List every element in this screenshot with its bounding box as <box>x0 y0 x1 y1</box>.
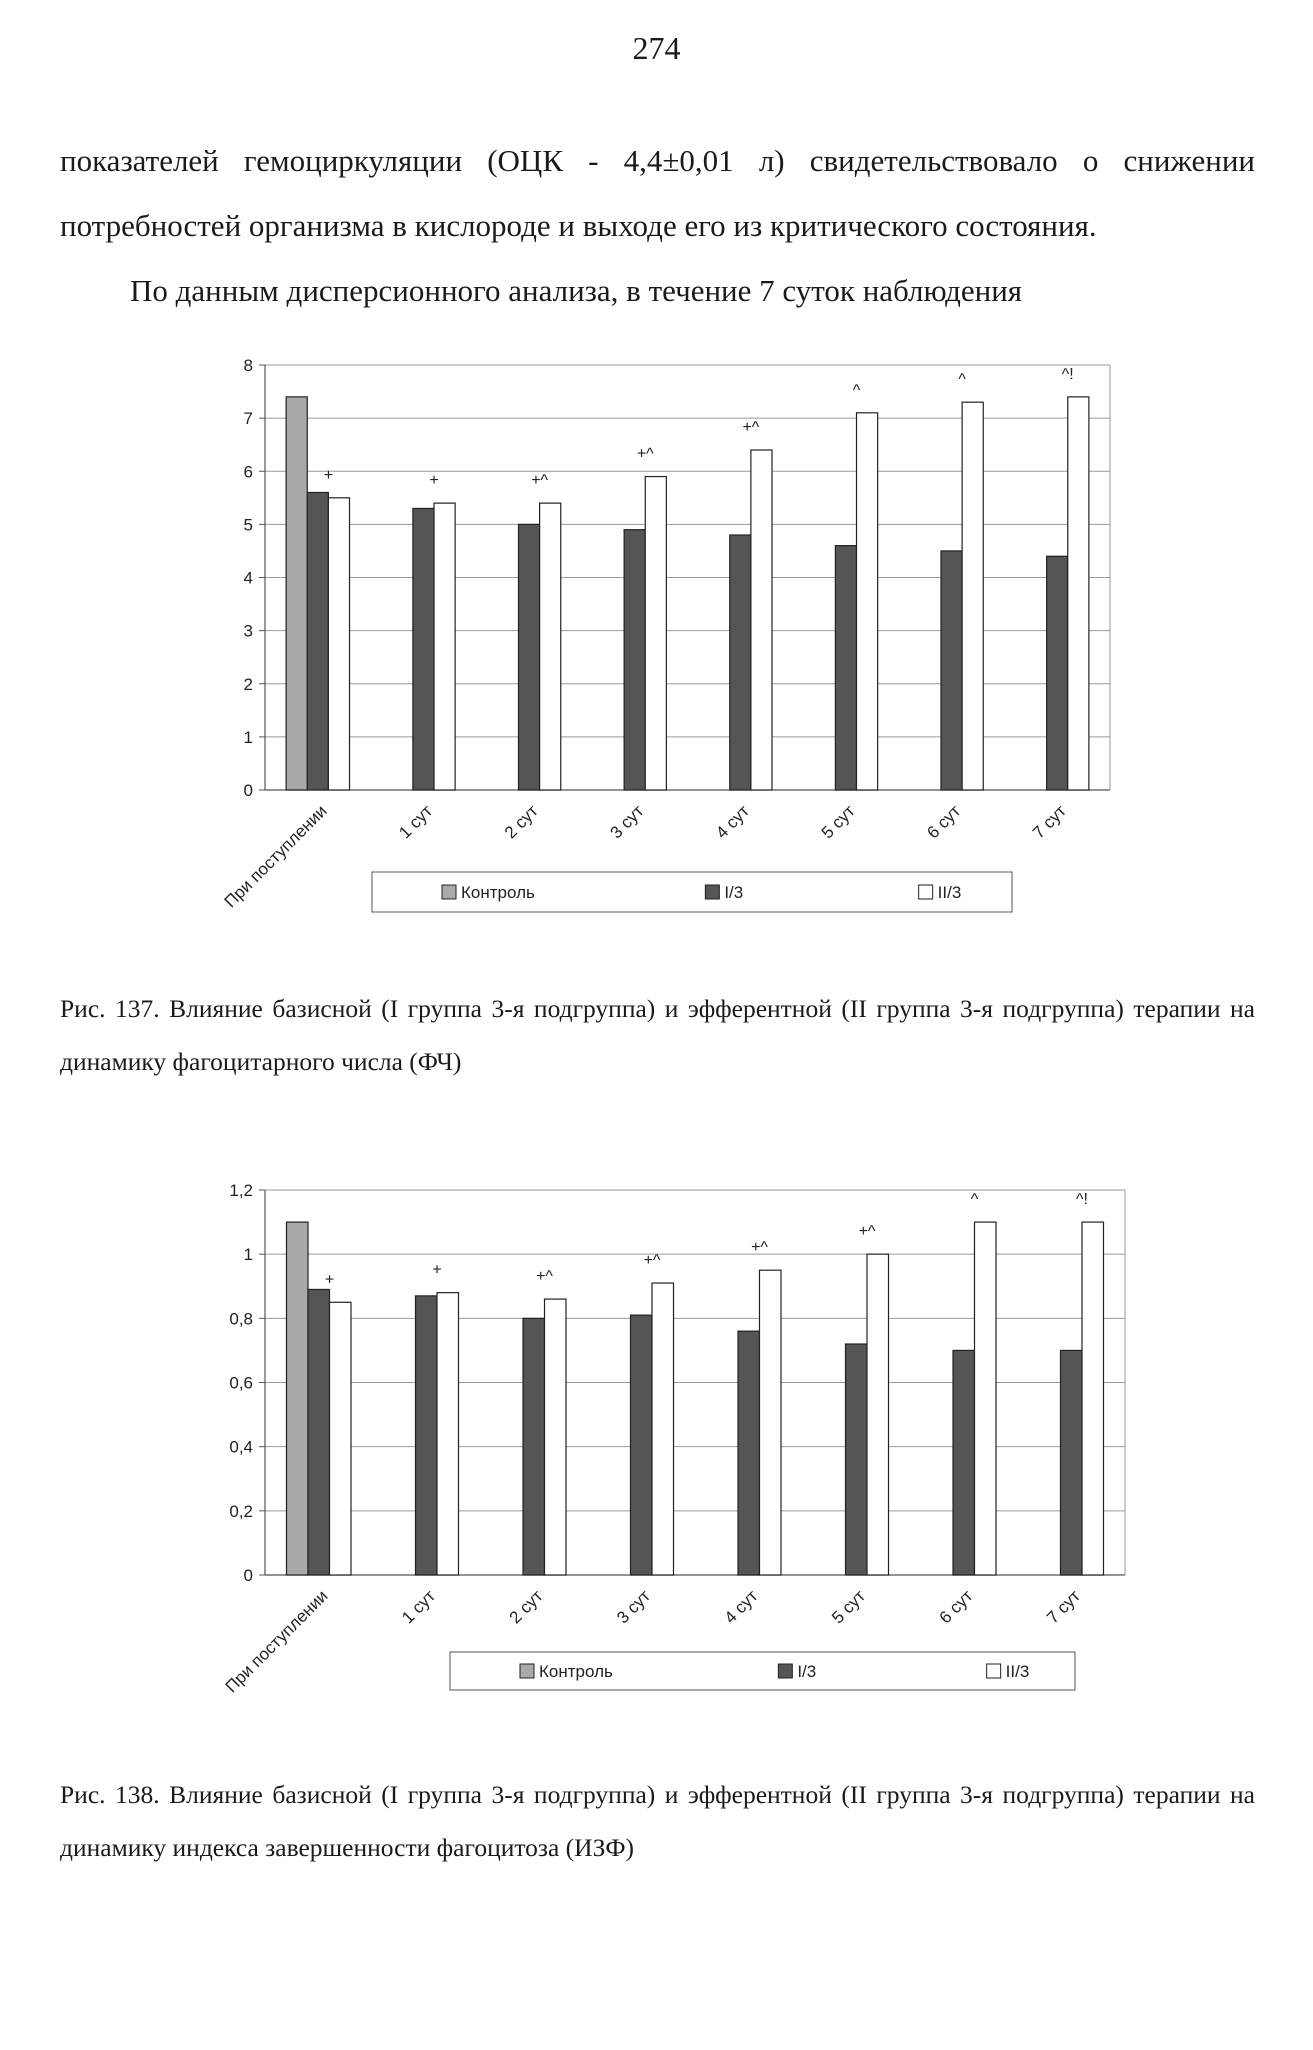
significance-mark: + <box>324 1271 335 1289</box>
bar-контроль <box>287 1222 309 1575</box>
bar-i-3 <box>941 551 962 790</box>
bar-ii-3 <box>330 1302 352 1575</box>
x-tick-label: 7 сут <box>1043 1586 1085 1628</box>
y-tick-label: 5 <box>243 515 253 535</box>
legend-swatch <box>520 1664 534 1678</box>
significance-mark: ^ <box>970 1191 979 1209</box>
x-tick-label: 4 сут <box>720 1586 762 1628</box>
y-tick-label: 3 <box>243 621 253 641</box>
x-tick-label: 2 сут <box>500 801 542 843</box>
x-tick-label: 1 сут <box>398 1586 440 1628</box>
paragraph: показателей гемоциркуляции (ОЦК - 4,4±0,01 л) свидетельствовало о снижении потребностей организма в кислороде и выходе его из критического состояния. <box>60 143 1255 243</box>
bar-i-3 <box>523 1318 545 1575</box>
chart-bars <box>287 1222 1104 1575</box>
bar-i-3 <box>835 546 856 790</box>
bar-ii-3 <box>867 1254 889 1575</box>
bar-i-3 <box>631 1315 653 1575</box>
legend-label: I/3 <box>797 1662 817 1681</box>
significance-mark: +^ <box>858 1223 876 1241</box>
caption-text: Рис. 137. Влияние базисной (I группа 3-я подгруппа) и эфферентной (II группа 3-я подгруппа) терапии на динамику фагоцитарного числа (ФЧ) <box>60 994 1255 1076</box>
x-tick-label: 6 сут <box>935 1586 977 1628</box>
bar-i-3 <box>730 535 751 790</box>
significance-mark: ^ <box>958 371 966 389</box>
significance-mark: + <box>432 1261 442 1279</box>
y-tick-label: 0,8 <box>229 1309 253 1329</box>
significance-mark: ^! <box>1076 1191 1088 1209</box>
legend-swatch <box>705 885 719 899</box>
bar-i-3 <box>519 524 540 790</box>
legend-swatch <box>919 885 933 899</box>
bar-контроль <box>286 397 307 790</box>
legend-swatch <box>987 1664 1001 1678</box>
body-text <box>60 128 1255 323</box>
y-axis-ticks <box>229 1181 253 1585</box>
legend-swatch <box>442 885 456 899</box>
significance-mark: +^ <box>636 445 654 463</box>
chart-legend <box>372 872 1012 912</box>
y-tick-label: 0,2 <box>229 1501 253 1521</box>
significance-mark: + <box>323 466 334 484</box>
legend-label: I/3 <box>724 883 744 902</box>
legend-swatch <box>778 1664 792 1678</box>
bar-i-3 <box>307 493 328 791</box>
x-tick-label: 5 сут <box>817 801 859 843</box>
y-tick-label: 0 <box>243 781 253 800</box>
x-tick-label: 3 сут <box>613 1586 655 1628</box>
bar-ii-3 <box>545 1299 567 1575</box>
y-tick-label: 0 <box>243 1566 253 1585</box>
significance-mark: +^ <box>751 1239 768 1257</box>
bar-ii-3 <box>1082 1222 1104 1575</box>
legend-label: Контроль <box>461 883 535 902</box>
x-tick-label: 5 сут <box>828 1586 870 1628</box>
bar-ii-3 <box>645 477 666 790</box>
chart-legend <box>450 1652 1075 1690</box>
y-tick-label: 4 <box>243 568 253 588</box>
bar-ii-3 <box>857 413 878 790</box>
significance-mark: ^! <box>1061 365 1074 383</box>
x-tick-label: При поступлении <box>221 1586 332 1697</box>
chart-annotations <box>325 1191 1088 1288</box>
legend-label: Контроль <box>539 1662 613 1681</box>
bar-ii-3 <box>962 402 983 790</box>
y-tick-label: 8 <box>243 356 253 375</box>
significance-mark: +^ <box>643 1252 661 1270</box>
y-tick-label: 7 <box>243 409 253 429</box>
x-tick-label: При поступлении <box>220 801 331 912</box>
significance-mark: ^ <box>852 381 861 399</box>
significance-mark: + <box>429 472 439 490</box>
bar-i-3 <box>846 1344 868 1575</box>
legend-label: II/3 <box>937 883 962 902</box>
bar-ii-3 <box>760 1270 782 1575</box>
x-tick-label: 1 сут <box>395 801 437 843</box>
bar-i-3 <box>1047 556 1068 790</box>
bar-ii-3 <box>652 1283 674 1575</box>
bar-ii-3 <box>328 498 349 790</box>
significance-mark: +^ <box>531 472 549 490</box>
bar-ii-3 <box>975 1222 997 1575</box>
y-tick-label: 1 <box>243 727 253 747</box>
chart-bars <box>286 397 1089 790</box>
y-tick-label: 0,4 <box>229 1437 253 1457</box>
figure-caption <box>60 1768 1255 1874</box>
bar-ii-3 <box>540 503 561 790</box>
y-tick-label: 6 <box>243 462 253 482</box>
page-number: 274 <box>632 30 681 66</box>
significance-mark: +^ <box>536 1268 553 1286</box>
bar-i-3 <box>1061 1350 1083 1575</box>
y-tick-label: 0,6 <box>229 1373 253 1393</box>
x-tick-label: 4 сут <box>712 801 754 843</box>
x-tick-label: 6 сут <box>923 801 965 843</box>
y-tick-label: 1,2 <box>229 1181 253 1200</box>
bar-i-3 <box>624 530 645 790</box>
bar-i-3 <box>738 1331 760 1575</box>
paragraph: По данным дисперсионного анализа, в течение 7 суток наблюдения <box>130 273 1023 308</box>
y-tick-label: 2 <box>243 674 253 694</box>
bar-i-3 <box>416 1296 438 1575</box>
figure-caption <box>60 982 1255 1088</box>
y-axis-ticks <box>244 356 253 800</box>
legend-label: II/3 <box>1005 1662 1030 1681</box>
bar-i-3 <box>953 1350 975 1575</box>
x-tick-label: 7 сут <box>1029 801 1071 843</box>
significance-mark: +^ <box>742 419 760 436</box>
x-tick-label: 2 сут <box>505 1586 547 1628</box>
caption-text: Рис. 138. Влияние базисной (I группа 3-я подгруппа) и эфферентной (II группа 3-я подгруппа) терапии на динамику индекса завершенности фагоцитоза (ИЗФ) <box>60 1780 1255 1862</box>
phagocytic-number-chart <box>0 335 1313 975</box>
y-tick-label: 1 <box>243 1245 253 1265</box>
x-tick-label: 3 сут <box>606 801 648 843</box>
bar-ii-3 <box>751 450 772 790</box>
phagocytosis-completion-chart <box>0 1160 1313 1760</box>
chart-annotations <box>324 366 1074 489</box>
bar-ii-3 <box>1068 397 1089 790</box>
bar-i-3 <box>413 508 434 790</box>
bar-ii-3 <box>434 503 455 790</box>
bar-i-3 <box>308 1289 330 1575</box>
bar-ii-3 <box>437 1293 459 1575</box>
